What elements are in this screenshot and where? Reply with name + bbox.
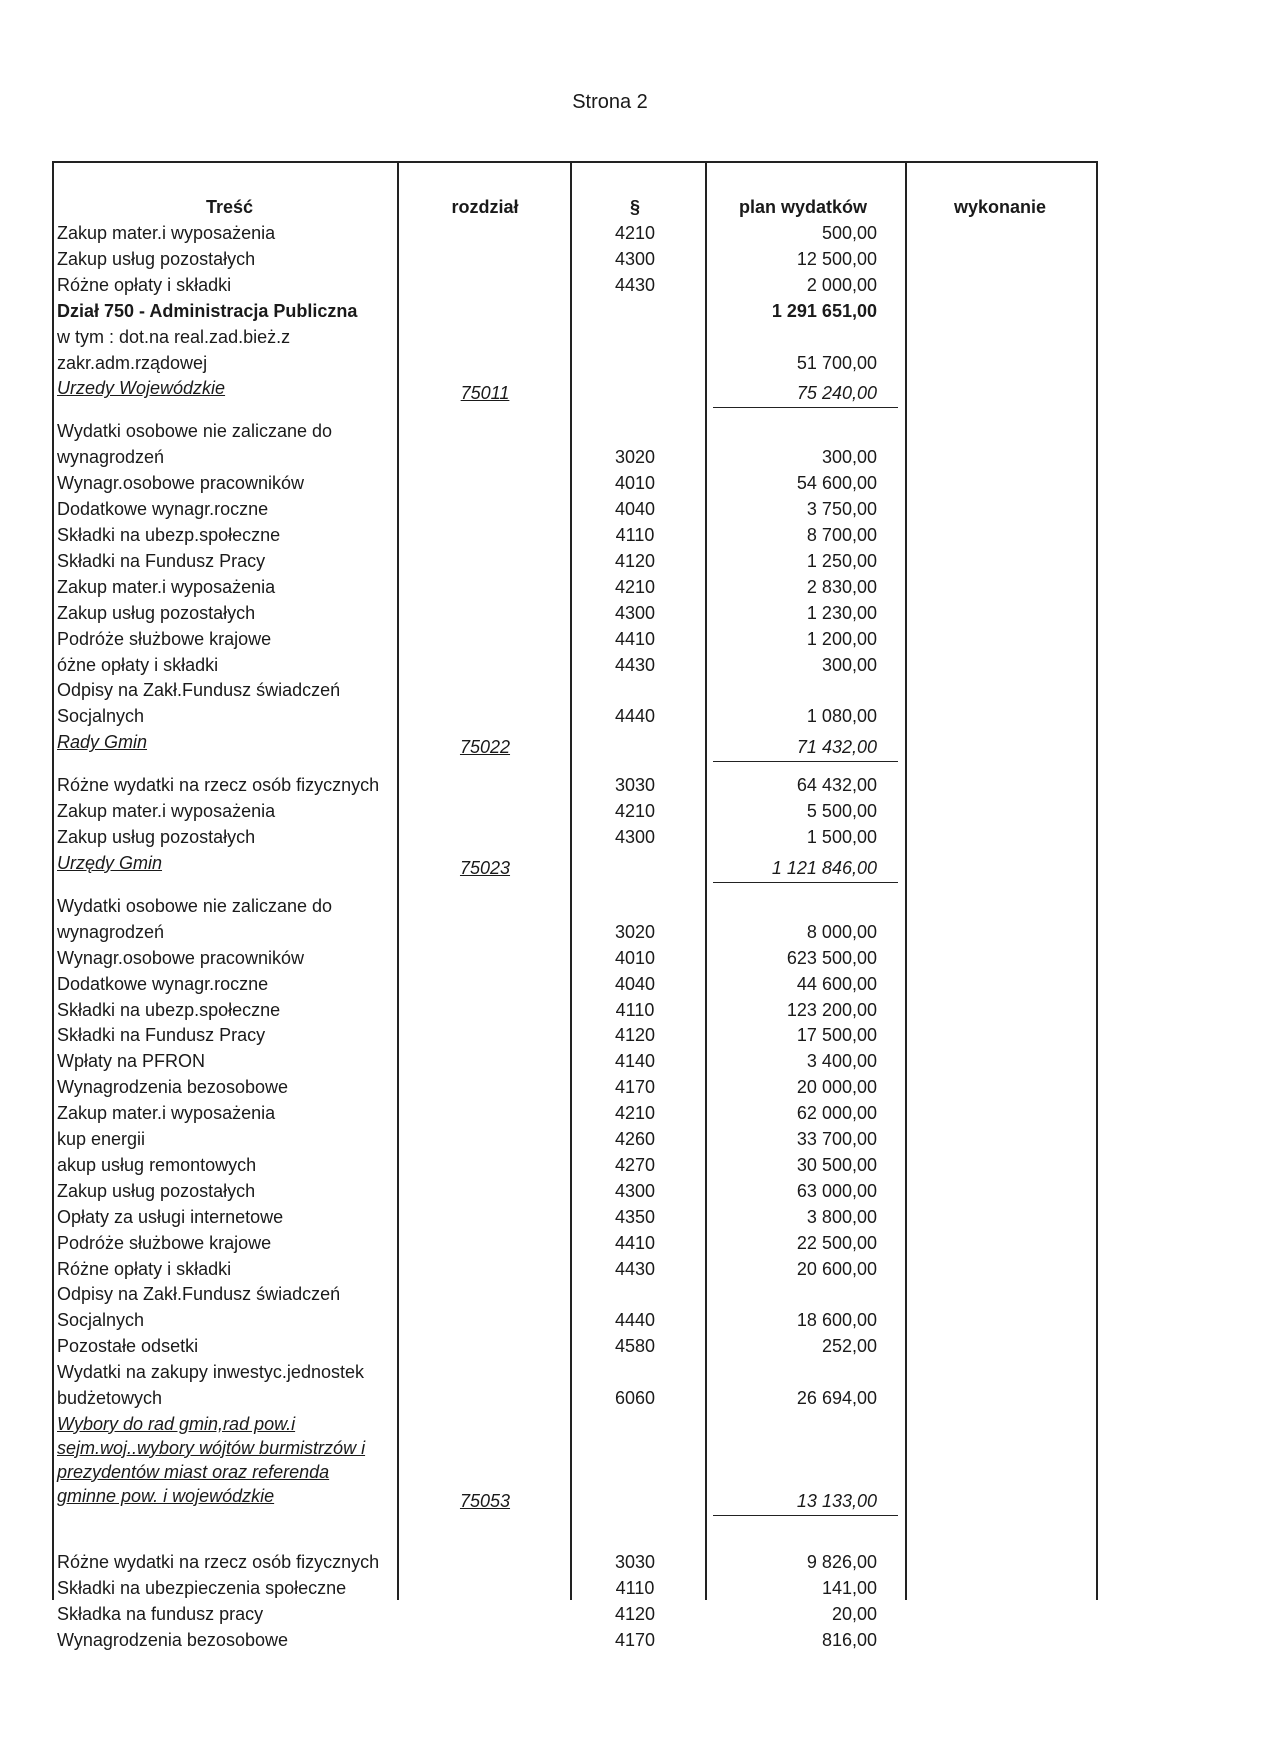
table-row [0,601,1274,627]
header-tresc: Treść [205,197,254,217]
row-description: Odpisy na Zakł.Fundusz świadczeń [57,1284,341,1305]
paragraph-code: 4120 [614,1025,656,1046]
rozdzial-code: 75023 [459,857,511,878]
plan-amount: 26 694,00 [796,1388,877,1408]
subtotal-rule [713,882,898,883]
row-description: Dodatkowe wynagr.roczne [57,499,269,520]
row-description: Zakup usług pozostałych [57,602,256,623]
plan-amount: 33 700,00 [796,1129,877,1149]
table-row [0,247,1274,273]
row-description: Różne opłaty i składki [57,1258,232,1279]
plan-amount: 62 000,00 [796,1103,877,1124]
row-description: Różne wydatki na rzecz osób fizycznych [57,1551,380,1572]
table-row [0,946,1274,972]
division-row [0,299,1274,325]
table-row [0,1334,1274,1360]
row-description: Różne opłaty i składki [57,274,232,295]
paragraph-code: 4580 [614,1336,656,1357]
table-row [0,799,1274,825]
row-description: Wynagr.osobowe pracowników [57,473,304,494]
row-description: Zakup mater.i wyposażenia [57,801,276,822]
paragraph-code: 4300 [614,827,656,847]
paragraph-code: 4110 [615,525,655,545]
row-description: akup usług remontowych [57,1154,257,1175]
row-description: Zakup mater.i wyposażenia [57,223,276,243]
paragraph-code: 4260 [614,1129,656,1149]
paragraph-code: 4210 [614,223,656,243]
table-row [0,627,1274,653]
plan-amount: 1 080,00 [806,706,877,727]
paragraph-code: 4430 [614,1258,656,1279]
plan-amount: 300,00 [821,654,877,675]
plan-amount: 8 700,00 [806,525,877,545]
plan-amount: 20 600,00 [796,1258,877,1279]
subtotal-rule [713,407,898,408]
paragraph-code: 4170 [614,1629,656,1650]
plan-amount: 54 600,00 [796,473,877,494]
table-row [0,704,1274,730]
plan-amount: 141,00 [821,1577,877,1598]
row-description: Opłaty za usługi internetowe [57,1206,284,1227]
header-plan: plan wydatków [738,197,868,217]
plan-amount: 1 121 846,00 [771,857,877,878]
row-description: Urzędy Gmin [57,852,163,873]
table-row [0,1205,1274,1231]
paragraph-code: 3020 [614,447,656,468]
column-divider [1096,162,1098,1600]
row-description: Składki na ubezp.społeczne [57,999,281,1020]
plan-amount: 252,00 [821,1336,877,1357]
plan-amount: 17 500,00 [796,1025,877,1046]
table-row [0,678,1274,704]
table-row [0,523,1274,549]
table-row [0,1550,1274,1576]
section-row [0,376,1274,402]
paragraph-code: 4210 [614,576,656,597]
table-row [0,1602,1274,1628]
table-row [0,575,1274,601]
table-row [0,471,1274,497]
table-row [0,325,1274,351]
table-row [0,920,1274,946]
paragraph-code: 4040 [614,499,656,520]
table-row [0,549,1274,575]
table-row [0,1628,1274,1654]
plan-amount: 1 200,00 [806,628,877,649]
paragraph-code: 4350 [614,1206,656,1227]
section-row [0,1412,1274,1512]
plan-amount: 22 500,00 [796,1232,877,1253]
row-description: Wynagr.osobowe pracowników [57,947,304,968]
table-row [0,1075,1274,1101]
column-divider [397,162,399,1600]
row-description: Rady Gmin [57,732,148,753]
row-description: Wydatki osobowe nie zaliczane do [57,421,332,442]
table-row [0,445,1274,471]
row-description: Dział 750 - Administracja Publiczna [57,300,358,321]
row-description: w tym : dot.na real.zad.bież.z [57,326,291,347]
plan-amount: 623 500,00 [786,947,877,968]
paragraph-code: 4410 [614,628,656,649]
table-row [0,351,1274,377]
table-row [0,1127,1274,1153]
row-description: Podróże służbowe krajowe [57,1232,272,1253]
plan-amount: 1 230,00 [806,602,877,623]
rozdzial-code: 75022 [459,737,511,758]
row-description: wynagrodzeń [57,447,165,468]
paragraph-code: 4010 [614,947,656,968]
row-description: Socjalnych [57,706,145,727]
paragraph-code: 4300 [614,1180,656,1201]
table-row [0,497,1274,523]
table-row [0,1179,1274,1205]
row-description: Pozostałe odsetki [57,1336,199,1357]
plan-amount: 20 000,00 [796,1077,877,1098]
table-row [0,825,1274,851]
rozdzial-code: 75011 [460,383,510,404]
subtotal-rule [713,761,898,762]
section-name-line: sejm.woj..wybory wójtów burmistrzów i [57,1437,366,1458]
table-row [0,419,1274,445]
row-description: Odpisy na Zakł.Fundusz świadczeń [57,680,341,701]
row-description: Zakup mater.i wyposażenia [57,576,276,597]
row-description: Wydatki na zakupy inwestyc.jednostek [57,1362,364,1383]
plan-amount: 8 000,00 [806,921,877,942]
plan-amount: 3 800,00 [806,1206,877,1227]
row-description: Składki na Fundusz Pracy [57,550,266,571]
section-name-line: Wybory do rad gmin,rad pow.i [57,1413,296,1434]
paragraph-code: 4170 [614,1077,656,1098]
plan-amount: 20,00 [831,1603,877,1624]
table-row [0,221,1274,247]
plan-amount: 300,00 [821,447,877,468]
paragraph-code: 4140 [614,1051,656,1072]
row-description: Zakup mater.i wyposażenia [57,1103,276,1124]
plan-amount: 2 000,00 [806,274,877,295]
plan-amount: 123 200,00 [786,999,877,1020]
table-row [0,653,1274,679]
page-title: Strona 2 [572,91,648,113]
plan-amount: 12 500,00 [796,248,877,269]
section-row [0,730,1274,756]
paragraph-code: 3020 [614,921,656,942]
section-name-line: gminne pow. i wojewódzkie [57,1485,275,1506]
table-row [0,1023,1274,1049]
paragraph-code: 4210 [614,1103,656,1124]
column-divider [705,162,707,1600]
paragraph-code: 4300 [614,248,656,269]
plan-amount: 44 600,00 [796,973,877,994]
paragraph-code: 6060 [614,1388,656,1408]
header-rozdzial: rozdział [451,197,519,217]
table-row [0,1049,1274,1075]
row-description: Różne wydatki na rzecz osób fizycznych [57,775,380,796]
plan-amount: 51 700,00 [796,352,877,373]
plan-amount: 816,00 [821,1629,877,1650]
row-description: Składki na ubezp.społeczne [57,525,281,545]
plan-amount: 1 250,00 [806,550,877,571]
table-row [0,1153,1274,1179]
table-row [0,773,1274,799]
paragraph-code: 4120 [614,550,656,571]
section-name-line: prezydentów miast oraz referenda [57,1461,330,1482]
row-description: Socjalnych [57,1310,145,1331]
plan-amount: 75 240,00 [796,383,877,404]
row-description: wynagrodzeń [57,921,165,942]
table-row [0,1576,1274,1602]
row-description: Składki na Fundusz Pracy [57,1025,266,1046]
plan-amount: 2 830,00 [806,576,877,597]
table-row [0,1308,1274,1334]
table-row [0,894,1274,920]
plan-amount: 71 432,00 [796,737,877,758]
paragraph-code: 4010 [614,473,656,494]
plan-amount: 30 500,00 [796,1154,877,1175]
row-description: zakr.adm.rządowej [57,352,208,373]
paragraph-code: 4110 [615,1577,655,1598]
plan-amount: 64 432,00 [796,775,877,796]
row-description: Składka na fundusz pracy [57,1603,264,1624]
paragraph-code: 3030 [614,1551,656,1572]
table-row [0,273,1274,299]
paragraph-code: 4210 [614,801,656,822]
paragraph-code: 4430 [614,274,656,295]
plan-amount: 63 000,00 [796,1180,877,1201]
paragraph-code: 4120 [614,1603,656,1624]
table-row [0,972,1274,998]
subtotal-rule [713,1515,898,1516]
paragraph-code: 4300 [614,602,656,623]
row-description: Wpłaty na PFRON [57,1051,206,1072]
row-description: Wynagrodzenia bezosobowe [57,1077,288,1098]
paragraph-code: 4110 [615,999,655,1020]
row-description: óżne opłaty i składki [57,654,219,675]
plan-amount: 9 826,00 [806,1551,877,1572]
table-row [0,1101,1274,1127]
section-row [0,851,1274,877]
row-description: kup energii [57,1129,146,1149]
row-description: budżetowych [57,1388,163,1408]
plan-amount: 18 600,00 [796,1310,877,1331]
row-description: Zakup usług pozostałych [57,827,256,847]
row-description: Dodatkowe wynagr.roczne [57,973,269,994]
paragraph-code: 4440 [614,1310,656,1331]
paragraph-code: 4440 [614,706,656,727]
column-divider [52,162,54,1600]
row-description: Zakup usług pozostałych [57,248,256,269]
plan-amount: 3 400,00 [806,1051,877,1072]
column-divider [570,162,572,1600]
table-row [0,1282,1274,1308]
paragraph-code: 4410 [614,1232,656,1253]
row-description: Wynagrodzenia bezosobowe [57,1629,288,1650]
table-row [0,1257,1274,1283]
table-row [0,1386,1274,1412]
table-row [0,1231,1274,1257]
row-description: Zakup usług pozostałych [57,1180,256,1201]
table-row [0,998,1274,1024]
header-wykonanie: wykonanie [953,197,1047,217]
row-description: Składki na ubezpieczenia społeczne [57,1577,347,1598]
paragraph-code: 3030 [614,775,656,796]
table-row [0,1360,1274,1386]
plan-amount: 5 500,00 [806,801,877,822]
plan-amount: 3 750,00 [806,499,877,520]
header-paragraf: § [629,197,640,217]
rozdzial-code: 75053 [459,1490,511,1511]
plan-amount: 500,00 [821,223,877,243]
column-divider [905,162,907,1600]
paragraph-code: 4430 [614,654,656,675]
row-description: Wydatki osobowe nie zaliczane do [57,895,332,916]
table-top-border [52,161,1098,163]
plan-amount: 1 291 651,00 [771,300,877,321]
row-description: Podróże służbowe krajowe [57,628,272,649]
paragraph-code: 4270 [614,1154,656,1175]
plan-amount: 13 133,00 [796,1490,877,1511]
paragraph-code: 4040 [614,973,656,994]
plan-amount: 1 500,00 [806,827,877,847]
row-description: Urzedy Wojewódzkie [57,378,226,399]
